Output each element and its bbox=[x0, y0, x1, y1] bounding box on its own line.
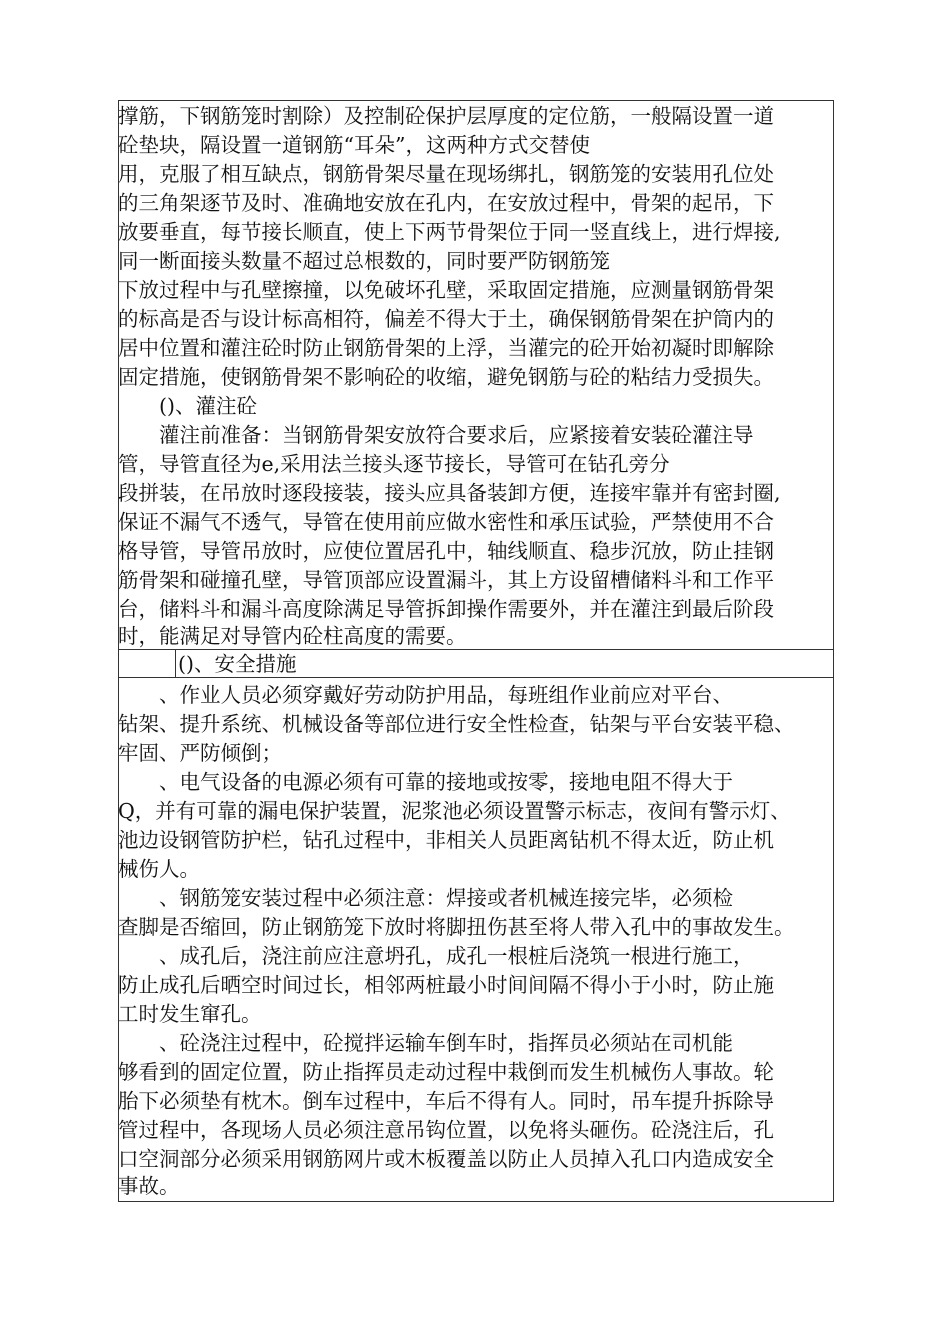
paragraph-line: 胎下必须垫有枕木。倒车过程中，车后不得有人。同时，吊车提升拆除导 bbox=[118, 1089, 774, 1113]
paragraph-line: 管过程中，各现场人员必须注意吊钩位置，以免将头砸伤。砼浇注后，孔 bbox=[118, 1118, 774, 1142]
paragraph-line: 放要垂直，每节接长顺直，使上下两节骨架位于同一竖直线上，进行焊接, bbox=[118, 220, 781, 244]
paragraph-line: 固定措施，使钢筋骨架不影响砼的收缩，避免钢筋与砼的粘结力受损失。 bbox=[118, 365, 774, 389]
paragraph-line: 格导管，导管吊放时，应使位置居孔中，轴线顺直、稳步沉放，防止挂钢 bbox=[118, 539, 774, 563]
paragraph-line: 够看到的固定位置，防止指挥员走动过程中栽倒而发生机械伤人事故。轮 bbox=[118, 1060, 774, 1084]
paragraph-line: 用，克服了相互缺点，钢筋骨架尽量在现场绑扎，钢筋笼的安装用孔位处 bbox=[118, 162, 774, 186]
paragraph-line: 、砼浇注过程中，砼搅拌运输车倒车时，指挥员必须站在司机能 bbox=[118, 1031, 733, 1055]
paragraph-line: 、作业人员必须穿戴好劳动防护用品，每班组作业前应对平台、 bbox=[118, 683, 733, 707]
paragraph-line: 防止成孔后晒空时间过长，相邻两桩最小时间间隔不得小于小时，防止施 bbox=[118, 973, 774, 997]
paragraph-line: Q，并有可靠的漏电保护装置，泥浆池必须设置警示标志，夜间有警示灯、 bbox=[118, 799, 791, 823]
paragraph-line: 口空洞部分必须采用钢筋网片或木板覆盖以防止人员掉入孔口内造成安全 bbox=[118, 1147, 774, 1171]
paragraph-line: 灌注前准备：当钢筋骨架安放符合要求后，应紧接着安装砼灌注导 bbox=[118, 423, 754, 447]
paragraph-line: 、电气设备的电源必须有可靠的接地或按零，接地电阻不得大于 bbox=[118, 770, 733, 794]
paragraph-line: 钻架、提升系统、机械设备等部位进行安全性检查，钻架与平台安装平稳、 bbox=[118, 712, 795, 736]
paragraph-line: 、成孔后，浇注前应注意坍孔，成孔一根桩后浇筑一根进行施工， bbox=[118, 944, 754, 968]
paragraph-line: 工时发生窜孔。 bbox=[118, 1002, 262, 1026]
paragraph-line: 查脚是否缩回，防止钢筋笼下放时将脚扭伤甚至将人带入孔中的事故发生。 bbox=[118, 915, 795, 939]
paragraph-line: 下放过程中与孔壁擦撞，以免破坏孔壁，采取固定措施，应测量钢筋骨架 bbox=[118, 278, 774, 302]
paragraph-line: 段拼装，在吊放时逐段接装，接头应具备装卸方便，连接牢靠并有密封圈, bbox=[118, 481, 781, 505]
paragraph-line: 的标高是否与设计标高相符，偏差不得大于土，确保钢筋骨架在护筒内的 bbox=[118, 307, 774, 331]
paragraph-line: 械伤人。 bbox=[118, 857, 200, 881]
paragraph-line: 居中位置和灌注砼时防止钢筋骨架的上浮，当灌完的砼开始初凝时即解除 bbox=[118, 336, 774, 360]
paragraph-line: 台，储料斗和漏斗高度除满足导管拆卸操作需要外，并在灌注到最后阶段 bbox=[118, 597, 774, 621]
subsection-heading: ()、灌注砼 bbox=[118, 394, 257, 418]
paragraph-line: 砼垫块，隔设置一道钢筋“耳朵”，这两种方式交替使 bbox=[118, 133, 590, 157]
paragraph-line: 、钢筋笼安装过程中必须注意：焊接或者机械连接完毕，必须检 bbox=[118, 886, 733, 910]
paragraph-line: 管，导管直径为e,采用法兰接头逐节接长，导管可在钻孔旁分 bbox=[118, 452, 670, 476]
paragraph-line: 牢固、严防倾倒； bbox=[118, 741, 282, 765]
table-divider bbox=[175, 650, 176, 678]
paragraph-line: 的三角架逐节及时、准确地安放在孔内，在安放过程中，骨架的起吊，下 bbox=[118, 191, 774, 215]
paragraph-line: 事故。 bbox=[118, 1174, 180, 1198]
paragraph-line: 时，能满足对导管内砼柱高度的需要。 bbox=[118, 624, 467, 648]
paragraph-line: 池边设钢管防护栏，钻孔过程中，非相关人员距离钻机不得太近，防止机 bbox=[118, 828, 774, 852]
paragraph-line: 同一断面接头数量不超过总根数的，同时要严防钢筋笼 bbox=[118, 249, 610, 273]
paragraph-line: 筋骨架和碰撞孔壁，导管顶部应设置漏斗，其上方设留槽储料斗和工作平 bbox=[118, 568, 774, 592]
paragraph-line: 保证不漏气不透气，导管在使用前应做水密性和承压试验，严禁使用不合 bbox=[118, 510, 774, 534]
paragraph-line: 撑筋，下钢筋笼时割除）及控制砼保护层厚度的定位筋，一般隔设置一道 bbox=[118, 104, 774, 128]
section-heading: ()、安全措施 bbox=[178, 652, 297, 676]
